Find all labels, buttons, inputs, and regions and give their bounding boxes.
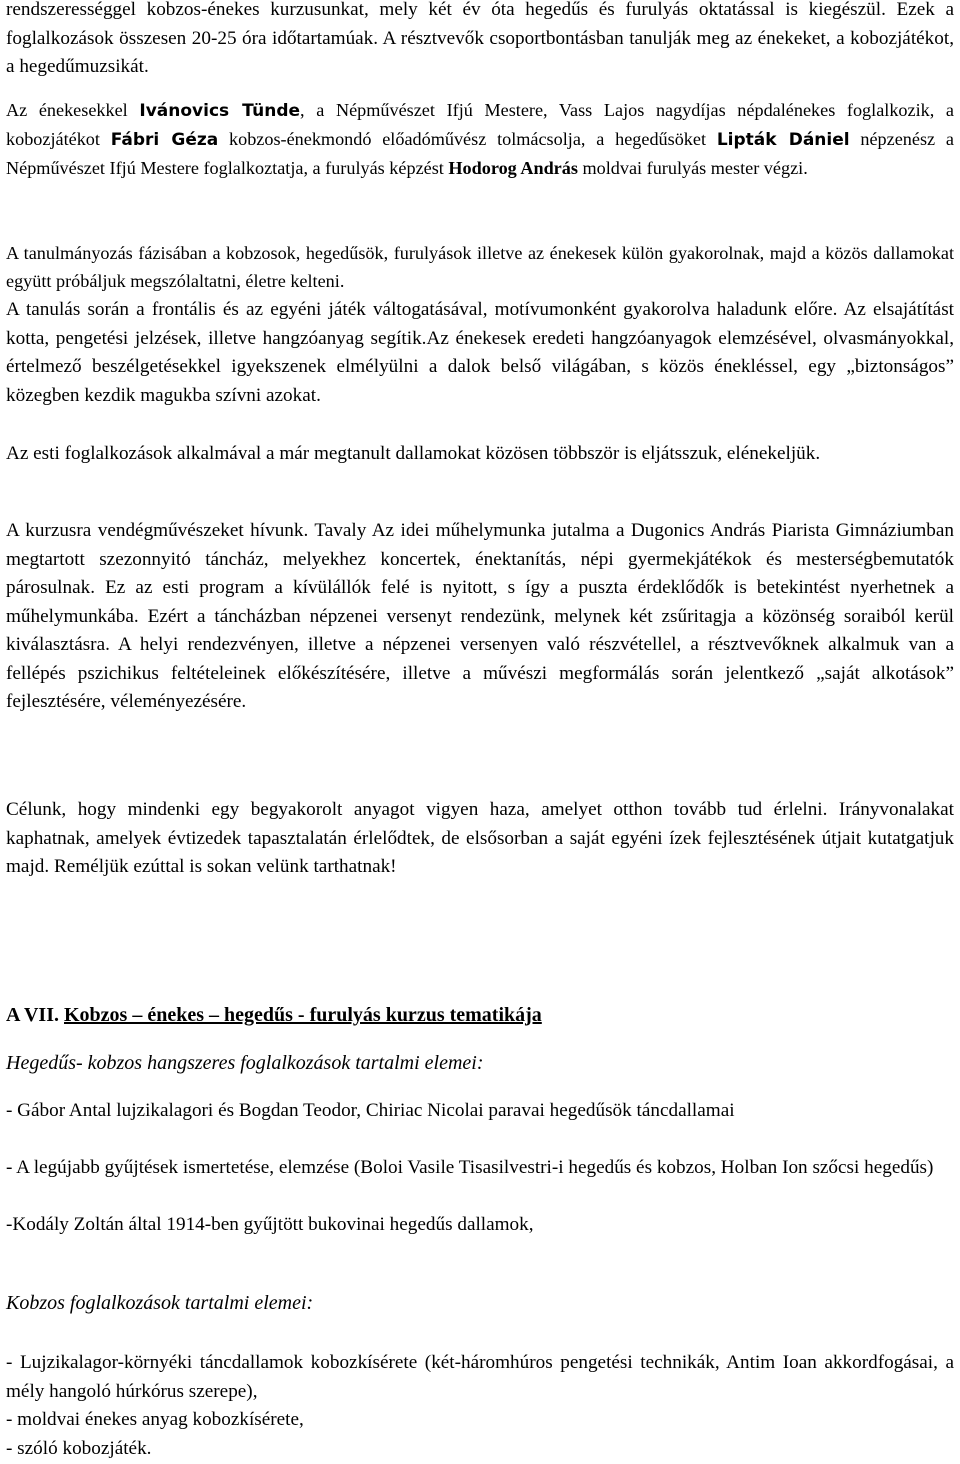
subheading-violin-kobza: Hegedűs- kobzos hangszeres foglalkozások tartalmi elemei: — [6, 1052, 484, 1074]
instructor-name-1: Ivánovics Tünde — [139, 101, 301, 121]
paragraph-evening-sessions: Az esti foglalkozások alkalmával a már megtanult dallamokat közösen többször is eljátsszuk, elénekeljük. — [6, 443, 821, 464]
text-span: , a Népművészet Ifjú Mestere, Vass Lajos nagydíjas népdalénekes foglalkozik, a kobozjátékot — [6, 100, 955, 149]
paragraph-course-intro: rendszerességgel kobzos-énekes kurzusunkat, mely két év óta hegedűs és furulyás oktatással is kiegészül. Ezek a foglalkozások összesen 20-25 óra időtartamúak. A résztvevők csoportbontásban tanulják meg az énekeket, a kobozjátékot, a hegedűmuzsikát. — [6, 0, 954, 77]
paragraph-learning-method: A tanulás során a frontális és az egyéni játék váltogatásával, motívumonként gyakorolva haladunk előre. Az elsajátítást kotta, pengetési jelzések, illetve hangzóanyag segítik.Az énekesek eredeti hangzóanyagok elemzésével, olvasmányokkal, értelmező beszélgetésekkel igyekszenek elmélyülni a dalok belső világában, s közös énekléssel, egy „biztonságos” közegben kezdik magukba szívni azokat. — [6, 299, 954, 406]
subheading-kobza: Kobzos foglalkozások tartalmi elemei: — [6, 1292, 314, 1314]
list-item-violin-3: -Kodály Zoltán által 1914-ben gyűjtött bukovinai hegedűs dallamok, — [6, 1214, 534, 1235]
text-span: kobzos-énekmondó előadóművész tolmácsolja, a hegedűsöket — [218, 129, 717, 149]
instructor-name-2: Fábri Géza — [110, 130, 219, 150]
paragraph-study-phase: A tanulmányozás fázisában a kobzosok, hegedűsök, furulyások illetve az énekesek külön gyakorolnak, majd a közös dallamokat együtt próbáljuk megszólaltatni, életre kelteni. — [6, 243, 954, 291]
list-item-kobza-2: - moldvai énekes anyag kobozkísérete, — [6, 1409, 304, 1430]
instructor-name-3: Lipták Dániel — [716, 130, 850, 150]
heading-prefix: A VII. — [6, 1004, 64, 1026]
list-item-violin-1: - Gábor Antal lujzikalagori és Bogdan Teodor, Chiriac Nicolai paravai hegedűsök táncdallamai — [6, 1100, 735, 1121]
text-span: moldvai furulyás mester végzi. — [577, 158, 808, 178]
list-item-kobza-1: - Lujzikalagor-környéki táncdallamok kobozkísérete (két-háromhúros pengetési technikák, Antim Ioan akkordfogásai, a mély hangoló húrkórus szerepe), — [6, 1352, 954, 1402]
paragraph-guest-artists: A kurzusra vendégművészeket hívunk. Tavaly Az idei műhelymunka jutalma a Dugonics András Piarista Gimnáziumban megtartott szezonnyitó táncház, melyekhez koncertek, énektanítás, népi gyermekjátékok és mesterségbemutatók párosulnak. Ez az esti program a kívülállók felé is nyitott, s így a puszta érdeklődők is betekintést nyerhetnek a műhelymunkába. Ezért a táncházban népzenei versenyt rendezünk, melynek két zsűritagja a közönség soraiból kerül kiválasztásra. A helyi rendezvényen, illetve a népzenei versenyen való részvétellel, a résztvevőknek alkalmuk van a fellépés pszichikus feltételeinek előkészítésére, illetve a művészi megformálás során jelentkező „saját alkotások” fejlesztésére, véleményezésére. — [6, 520, 954, 712]
section-heading — [6, 1001, 954, 1029]
text-span: népzenész a Népművészet Ifjú Mestere foglalkoztatja, a furulyás képzést — [6, 129, 954, 178]
paragraph-goals: Célunk, hogy mindenki egy begyakorolt anyagot vigyen haza, amelyet otthon tovább tud érlelni. Irányvonalakat kaphatnak, amelyek évtizedek tapasztalatán érlelődtek, de elsősorban a saját egyéni ízek fejlesztésének útjait kutatgatjuk majd. Reméljük ezúttal is sokan velünk tarthatnak! — [6, 799, 954, 877]
heading-title: Kobzos – énekes – hegedűs - furulyás kurzus tematikája — [64, 1004, 542, 1026]
paragraph-instructors — [6, 96, 954, 182]
instructor-name-4: Hodorog András — [448, 158, 578, 178]
list-item-violin-2: - A legújabb gyűjtések ismertetése, elemzése (Boloi Vasile Tisasilvestri-i hegedűs és kobzos, Holban Ion szőcsi hegedűs) — [6, 1157, 934, 1178]
list-item-kobza-3: - szóló kobozjáték. — [6, 1438, 152, 1459]
text-span: Az énekesekkel — [6, 100, 140, 120]
